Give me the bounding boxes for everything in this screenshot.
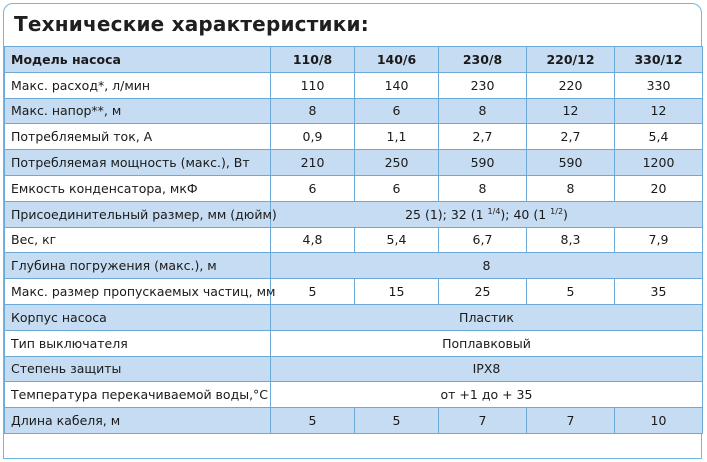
table-cell: 5: [527, 279, 615, 305]
merged-cell-connection-size: [271, 201, 703, 227]
row-label: Температура перекачиваемой воды,°С: [5, 382, 271, 408]
table-row: [5, 330, 703, 356]
row-label: Присоединительный размер, мм (дюйм): [5, 201, 271, 227]
table-cell: 7,9: [615, 227, 703, 253]
table-cell: 8: [527, 175, 615, 201]
table-cell: 15: [355, 279, 439, 305]
table-cell: 220: [527, 72, 615, 98]
table-cell: 20: [615, 175, 703, 201]
table-cell: 140: [355, 72, 439, 98]
row-label: Длина кабеля, м: [5, 408, 271, 434]
row-label: Степень защиты: [5, 356, 271, 382]
table-cell: 6,7: [439, 227, 527, 253]
table-row: [5, 356, 703, 382]
table-header-row: [5, 47, 703, 73]
table-cell: 110: [271, 72, 355, 98]
connection-text-1: 25 (1); 32 (1: [405, 206, 488, 222]
table-cell: 210: [271, 150, 355, 176]
table-cell: 6: [271, 175, 355, 201]
table-row: [5, 227, 703, 253]
table-cell: 1,1: [355, 124, 439, 150]
row-label: Глубина погружения (макс.), м: [5, 253, 271, 279]
table-cell: 590: [439, 150, 527, 176]
table-row: [5, 175, 703, 201]
table-cell: 8,3: [527, 227, 615, 253]
table-cell: 230: [439, 72, 527, 98]
connection-text-2: ); 40 (1: [500, 206, 551, 222]
header-model: 140/6: [355, 47, 439, 73]
spec-table: [4, 46, 703, 434]
table-row: [5, 382, 703, 408]
table-cell: 35: [615, 279, 703, 305]
table-cell: 590: [527, 150, 615, 176]
merged-cell: IPX8: [271, 356, 703, 382]
merged-cell: Пластик: [271, 304, 703, 330]
table-cell: 6: [355, 98, 439, 124]
row-label: Макс. напор**, м: [5, 98, 271, 124]
table-row: [5, 201, 703, 227]
table-cell: 12: [527, 98, 615, 124]
row-label: Тип выключателя: [5, 330, 271, 356]
connection-fraction-2: 1/2: [550, 206, 564, 216]
merged-cell: Поплавковый: [271, 330, 703, 356]
merged-cell: 8: [271, 253, 703, 279]
row-label: Макс. размер пропускаемых частиц, мм: [5, 279, 271, 305]
row-label: Корпус насоса: [5, 304, 271, 330]
connection-fraction-1: 1/4: [487, 206, 501, 216]
table-cell: 1200: [615, 150, 703, 176]
header-model-label: Модель насоса: [5, 47, 271, 73]
table-cell: 2,7: [439, 124, 527, 150]
table-cell: 12: [615, 98, 703, 124]
header-model: 220/12: [527, 47, 615, 73]
table-cell: 8: [439, 98, 527, 124]
row-label: Вес, кг: [5, 227, 271, 253]
table-cell: 8: [439, 175, 527, 201]
table-cell: 8: [271, 98, 355, 124]
table-row: [5, 304, 703, 330]
table-cell: 5: [271, 408, 355, 434]
header-model: 330/12: [615, 47, 703, 73]
row-label: Потребляемая мощность (макс.), Вт: [5, 150, 271, 176]
table-cell: 10: [615, 408, 703, 434]
table-cell: 250: [355, 150, 439, 176]
table-cell: 25: [439, 279, 527, 305]
table-row: [5, 408, 703, 434]
table-cell: 330: [615, 72, 703, 98]
table-cell: 4,8: [271, 227, 355, 253]
row-label: Потребляемый ток, А: [5, 124, 271, 150]
row-label: Емкость конденсатора, мкФ: [5, 175, 271, 201]
table-row: [5, 279, 703, 305]
table-cell: 7: [439, 408, 527, 434]
table-row: [5, 72, 703, 98]
page-title: Технические характеристики:: [14, 12, 369, 36]
table-row: [5, 98, 703, 124]
merged-cell: от +1 до + 35: [271, 382, 703, 408]
connection-text-3: ): [563, 206, 568, 222]
header-model: 110/8: [271, 47, 355, 73]
table-row: [5, 253, 703, 279]
table-row: [5, 124, 703, 150]
table-cell: 7: [527, 408, 615, 434]
row-label: Макс. расход*, л/мин: [5, 72, 271, 98]
table-cell: 5,4: [615, 124, 703, 150]
header-model: 230/8: [439, 47, 527, 73]
table-cell: 5: [355, 408, 439, 434]
table-cell: 5: [271, 279, 355, 305]
table-cell: 2,7: [527, 124, 615, 150]
table-cell: 6: [355, 175, 439, 201]
table-row: [5, 150, 703, 176]
table-cell: 5,4: [355, 227, 439, 253]
table-cell: 0,9: [271, 124, 355, 150]
